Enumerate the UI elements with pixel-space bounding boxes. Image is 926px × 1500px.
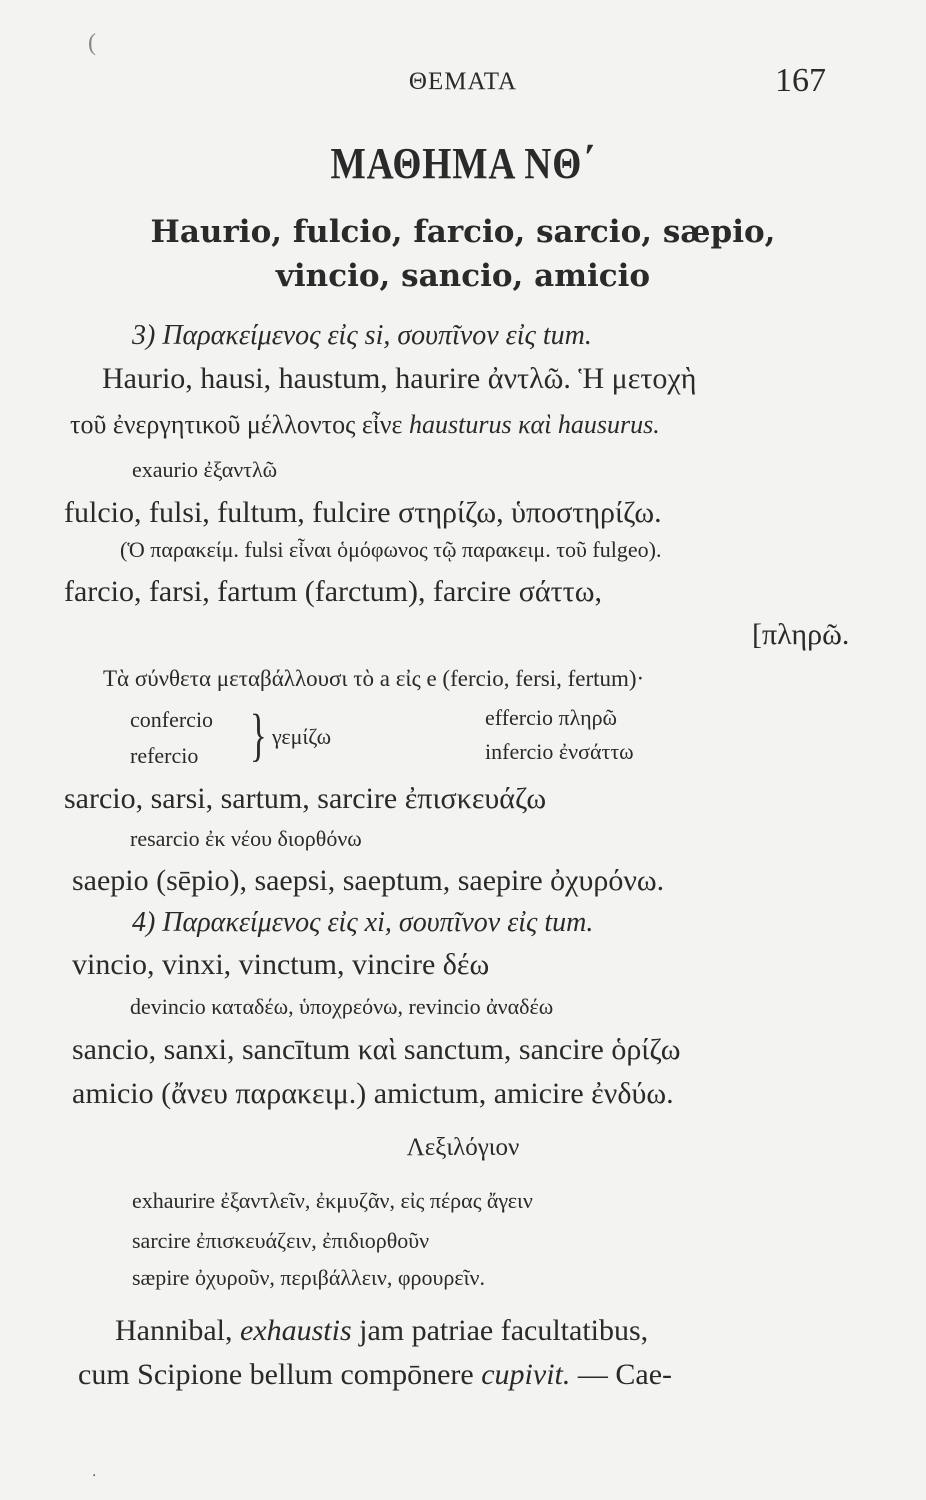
haurio-participle-line (70, 410, 660, 440)
section-3-heading (132, 320, 592, 352)
section-4-heading-text: Παρακείμενος εἰς xi, σουπῖνον εἰς tum. (162, 907, 594, 938)
lesson-subtitle-line-2: vincio, sancio, amicio (275, 258, 651, 294)
section-4-number: 4) (132, 907, 156, 938)
vincio-line: vincio, vinxi, vinctum, vincire δέω (72, 948, 490, 981)
passage-italic-word: exhaustis (239, 1314, 352, 1347)
compounds-line: Τὰ σύνθετα μεταβάλλουσι τὸ a εἰς e (fercio, fersi, fertum)· (103, 666, 645, 691)
kai-word: καὶ (511, 410, 558, 439)
section-4-heading (132, 907, 593, 939)
farcio-continuation: [πληρῶ. (752, 618, 850, 651)
exaurio-line: exaurio ἐξαντλῶ (132, 457, 278, 482)
passage-line-2 (78, 1358, 672, 1392)
amicio-line: amicio (ἄνευ παρακειμ.) amictum, amicire ἐνδύω. (72, 1077, 674, 1110)
confercio: confercio (130, 707, 214, 732)
passage-text: jam patriae facultatibus, (351, 1314, 649, 1347)
haurio-line: Haurio, hausi, haustum, haurire ἀντλῶ. Ἡ μετοχὴ (102, 362, 697, 395)
brace-symbol: } (250, 702, 267, 767)
lesson-subtitle-line-1: Haurio, fulcio, farcio, sarcio, sæpio, (150, 214, 776, 250)
glossary-item: sarcire ἐπισκευάζειν, ἐπιδιορθοῦν (132, 1228, 430, 1253)
fulcio-line: fulcio, fulsi, fultum, fulcire στηρίζω, ὑποστηρίζω. (64, 496, 662, 529)
footer-mark: · (92, 1468, 97, 1484)
passage-text: cum Scipione bellum compōnere (78, 1358, 482, 1391)
lesson-title: ΜΑΘΗΜΑ ΝΘ΄ (330, 139, 596, 188)
brace-meaning: γεμίζω (272, 724, 332, 749)
section-3-number: 3) (132, 320, 156, 351)
infercio: infercio ἐνσάττω (485, 739, 634, 764)
haurio-participle-text: τοῦ ἐνεργητικοῦ μέλλοντος εἶνε (70, 410, 409, 439)
fulcio-note: (Ὁ παρακείμ. fulsi εἶναι ὁμόφωνος τῷ παρακειμ. τοῦ fulgeo). (120, 537, 662, 562)
section-3-heading-text: Παρακείμενος εἰς si, σουπῖνον εἰς tum. (162, 320, 592, 351)
passage-text: Hannibal, (115, 1314, 240, 1347)
glossary-title: Λεξιλόγιον (406, 1134, 520, 1161)
running-title: ΘΕΜΑΤΑ (408, 68, 518, 95)
refercio: refercio (130, 743, 199, 768)
hausturus-word: hausturus (408, 410, 512, 439)
saepio-line: saepio (sēpio), saepsi, saeptum, saepire ὀχυρόνω. (72, 864, 665, 897)
passage-italic-word: cupivit. (481, 1358, 571, 1391)
devincio-line: devincio καταδέω, ὑποχρεόνω, revincio ἀναδέω (130, 994, 554, 1019)
page-number: 167 (775, 62, 826, 99)
glossary-item: exhaurire ἐξαντλεῖν, ἐκμυζᾶν, εἰς πέρας ἄγειν (132, 1188, 533, 1213)
effercio: effercio πληρῶ (485, 705, 618, 730)
sarcio-line: sarcio, sarsi, sartum, sarcire ἐπισκευάζω (64, 782, 547, 815)
passage-text: — Cae- (570, 1358, 673, 1391)
resarcio-line: resarcio ἐκ νέου διορθόνω (130, 826, 362, 851)
sancio-line: sancio, sanxi, sancītum καὶ sanctum, sancire ὁρίζω (72, 1033, 681, 1066)
passage-line-1 (115, 1314, 648, 1348)
glossary-item: sæpire ὀχυροῦν, περιβάλλειν, φρουρεῖν. (132, 1265, 485, 1290)
margin-mark: ( (88, 30, 96, 56)
farcio-line: farcio, farsi, fartum (farctum), farcire σάττω, (64, 575, 602, 608)
hausurus-word: hausurus. (557, 410, 660, 439)
